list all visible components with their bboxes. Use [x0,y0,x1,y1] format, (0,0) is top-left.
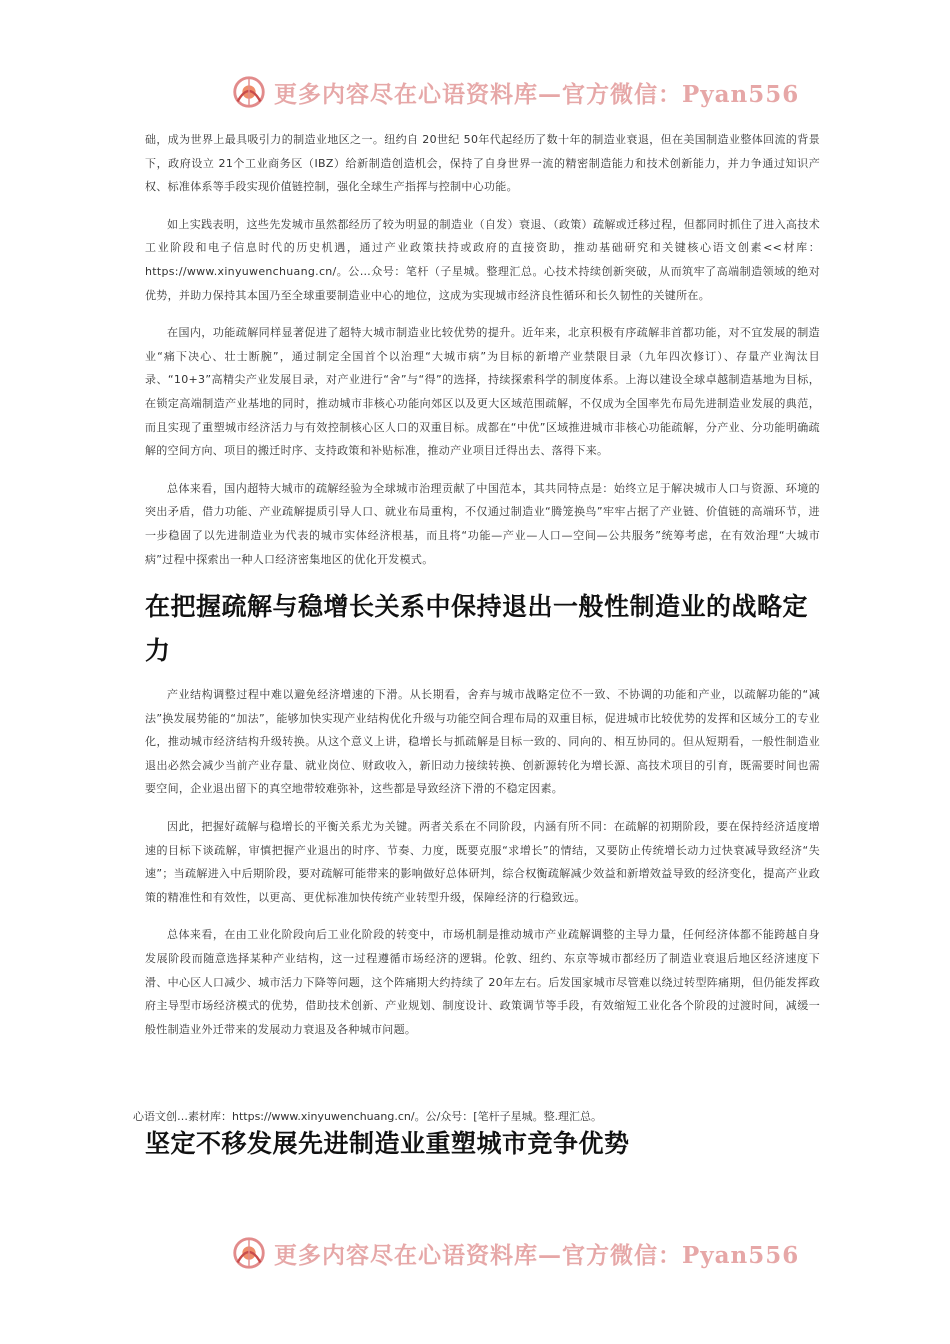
section-heading: 坚定不移发展先进制造业重塑城市竞争优势 [145,1129,630,1158]
footer-banner [230,1233,800,1273]
source-footnote: 心语文创…素材库：https://www.xinyuwenchuang.cn/。公/众号：[笔杆子星城。整.理汇总。 [133,1110,603,1123]
header-banner [230,72,800,112]
paragraph: 产业结构调整过程中难以避免经济增速的下滑。从长期看，舍弃与城市战略定位不一致、不协调的功能和产业，以疏解功能的“减法”换发展势能的“加法”，能够加快实现产业结构优化升级与功能空间合理布局的双重目标，促进城市比较优势的发挥和区域分工的专业化，推动城市经济结构升级转换。从这个意义上讲，稳增长与抓疏解是目标一致的、同向的、相互协同的。但从短期看，一般性制造业退出必然会减少当前产业存量、就业岗位、财政收入，新旧动力接续转换、创新源转化为增长源、高技术项目的引育，既需要时间也需要空间，企业退出留下的真空地带较难弥补，这些都是导致经济下滑的不稳定因素。 [145,688,820,796]
flower-logo-icon [230,1234,268,1272]
paragraph: 在国内，功能疏解同样显著促进了超特大城市制造业比较优势的提升。近年来，北京积极有序疏解非首都功能，对不宜发展的制造业“痛下决心、壮士断腕”，通过制定全国首个以治理“大城市病”为目标的新增产业禁限目录（九年四次修订）、存量产业淘汰目录、“10+3”高精尖产业发展目录，对产业进行“舍”与“得”的选择，持续探索科学的制度体系。上海以建设全球卓越制造基地为目标，在锁定高端制造产业基地的同时，推动城市非核心功能向郊区以及更大区域范围疏解，不仅成为全国率先布局先进制造业发展的典范，而且实现了重塑城市经济活力与有效控制核心区人口的双重目标。成都在“中优”区域推进城市非核心功能疏解，分产业、分功能明确疏解的空间方向、项目的搬迁时序、支持政策和补贴标准，推动产业项目迁得出去、落得下来。 [145,326,820,458]
paragraph: 总体来看，在由工业化阶段向后工业化阶段的转变中，市场机制是推动城市产业疏解调整的主导力量，任何经济体都不能跨越自身发展阶段而随意选择某种产业结构，这一过程遵循市场经济的逻辑。伦敦、纽约、东京等城市都经历了制造业衰退后地区经济速度下滑、中心区人口减少、城市活力下降等问题，这个阵痛期大约持续了 20年左右。后发国家城市尽管难以绕过转型阵痛期，但仍能发挥政府主导型市场经济模式的优势，借助技术创新、产业规划、制度设计、政策调节等手段，有效缩短工业化各个阶段的过渡时间，减缓一般性制造业外迁带来的发展动力衰退及各种城市问题。 [145,928,820,1036]
paragraph: 因此，把握好疏解与稳增长的平衡关系尤为关键。两者关系在不同阶段，内涵有所不同：在疏解的初期阶段，要在保持经济适度增速的目标下谈疏解，审慎把握产业退出的时序、节奏、力度，既要克服“求增长”的情结，又要防止传统增长动力过快衰减导致经济“失速”；当疏解进入中后期阶段，要对疏解可能带来的影响做好总体研判，综合权衡疏解减少效益和新增效益导致的经济变化，提高产业政策的精准性和有效性，以更高、更优标准加快传统产业转型升级，保障经济的行稳致远。 [145,820,820,904]
paragraph: 如上实践表明，这些先发城市虽然都经历了较为明显的制造业（自发）衰退、（政策）疏解或迁移过程，但都同时抓住了进入高技术工业阶段和电子信息时代的历史机遇，通过产业政策扶持或政府的直接资助，推动基础研究和关键核心语文创素<<材库：https://www.xinyuwenchuang.cn/。公…众号：笔杆（子星城。整理汇总。心技术持续创新突破，从而筑牢了高端制造领域的绝对优势，并助力保持其本国乃至全球重要制造业中心的地位，这成为实现城市经济良性循环和长久韧性的关键所在。 [145,217,820,302]
section-heading: 在把握疏解与稳增长关系中保持退出一般性制造业的战略定力 [145,592,809,666]
document-body [145,128,820,1055]
paragraph: 总体来看，国内超特大城市的疏解经验为全球城市治理贡献了中国范本，其共同特点是：始终立足于解决城市人口与资源、环境的突出矛盾，借力功能、产业疏解提质引导人口、就业布局重构，不仅通过制造业“腾笼换鸟”牢牢占据了产业链、价值链的高端环节，进一步稳固了以先进制造业为代表的城市实体经济根基，而且将“功能—产业—人口—空间—公共服务”统筹考虑，在有效治理“大城市病”过程中探索出一种人口经济密集地区的优化开发模式。 [145,481,820,566]
banner-text: 更多内容尽在心语资料库—官方微信：Pyan556 [274,1241,800,1269]
banner-text: 更多内容尽在心语资料库—官方微信：Pyan556 [274,80,800,108]
paragraph: 础，成为世界上最具吸引力的制造业地区之一。纽约自 20世纪 50年代起经历了数十年的制造业衰退，但在美国制造业整体回流的背景下，政府设立 21个工业商务区（IBZ）给新制造创造机会，保持了自身世界一流的精密制造能力和技术创新能力，并力争通过知识产权、标准体系等手段实现价值链控制，强化全球生产指挥与控制中心功能。 [145,133,820,194]
flower-logo-icon [230,73,268,111]
